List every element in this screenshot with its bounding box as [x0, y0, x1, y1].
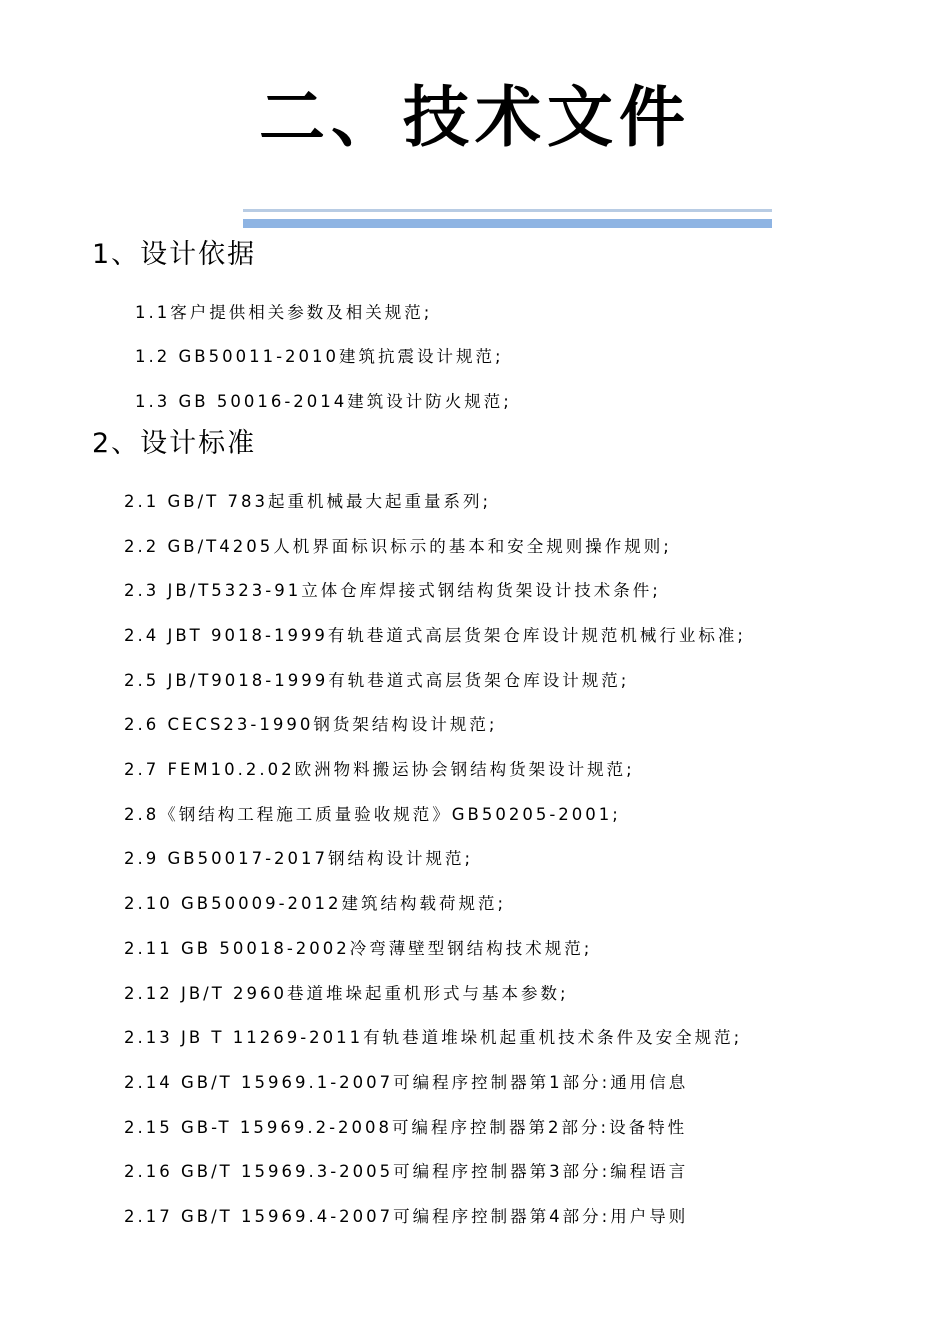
title-underline-thin [243, 209, 772, 212]
standard-item: 2.3 JB/T5323-91立体仓库焊接式钢结构货架设计技术条件; [124, 581, 661, 600]
page-title: 二、技术文件 [259, 79, 691, 156]
standard-item: 2.15 GB-T 15969.2-2008可编程序控制器第2部分:设备特性 [124, 1118, 688, 1137]
standard-item: 2.12 JB/T 2960巷道堆垛起重机形式与基本参数; [124, 984, 569, 1003]
standard-item: 2.9 GB50017-2017钢结构设计规范; [124, 849, 474, 868]
section-heading-design-basis: 1、设计依据 [92, 239, 257, 270]
standard-item: 2.2 GB/T4205人机界面标识标示的基本和安全规则操作规则; [124, 537, 672, 556]
standard-item: 2.8《钢结构工程施工质量验收规范》GB50205-2001; [124, 805, 621, 824]
standard-item: 2.13 JB T 11269-2011有轨巷道堆垛机起重机技术条件及安全规范; [124, 1028, 743, 1047]
title-underline-thick [243, 219, 772, 228]
standard-item: 2.7 FEM10.2.02欧洲物料搬运协会钢结构货架设计规范; [124, 760, 635, 779]
standard-item: 2.5 JB/T9018-1999有轨巷道式高层货架仓库设计规范; [124, 671, 630, 690]
standard-item: 2.1 GB/T 783起重机械最大起重量系列; [124, 492, 492, 511]
standard-item: 2.10 GB50009-2012建筑结构载荷规范; [124, 894, 507, 913]
standard-item: 2.17 GB/T 15969.4-2007可编程序控制器第4部分:用户导则 [124, 1207, 689, 1226]
standard-item: 2.6 CECS23-1990钢货架结构设计规范; [124, 715, 498, 734]
basis-item: 1.3 GB 50016-2014建筑设计防火规范; [135, 392, 512, 411]
section-heading-design-standards: 2、设计标准 [92, 428, 257, 459]
basis-item: 1.2 GB50011-2010建筑抗震设计规范; [135, 347, 504, 366]
standard-item: 2.14 GB/T 15969.1-2007可编程序控制器第1部分:通用信息 [124, 1073, 689, 1092]
standard-item: 2.4 JBT 9018-1999有轨巷道式高层货架仓库设计规范机械行业标准; [124, 626, 746, 645]
basis-item: 1.1客户提供相关参数及相关规范; [135, 303, 433, 322]
standard-item: 2.11 GB 50018-2002冷弯薄壁型钢结构技术规范; [124, 939, 593, 958]
standard-item: 2.16 GB/T 15969.3-2005可编程序控制器第3部分:编程语言 [124, 1162, 689, 1181]
